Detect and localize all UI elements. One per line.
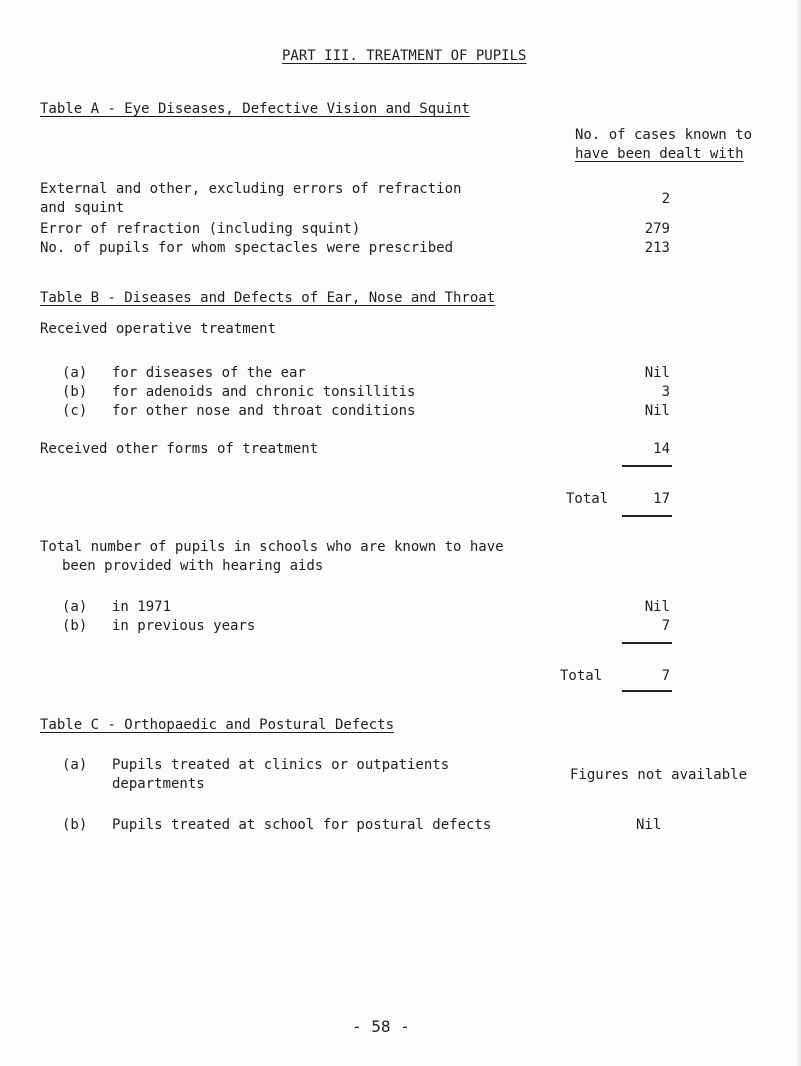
list-item-value: Nil	[636, 817, 662, 833]
hearing-aids-heading: Total number of pupils in schools who are known to have	[40, 539, 504, 555]
other-treatment-label: Received other forms of treatment	[40, 441, 319, 457]
list-marker: (b)	[62, 618, 88, 634]
list-item-value: 3	[661, 384, 670, 400]
subtotal-rule	[622, 642, 672, 644]
list-item-label: in previous years	[112, 618, 256, 634]
list-marker: (a)	[62, 365, 88, 381]
subtotal-rule	[622, 465, 672, 467]
list-item-label: for adenoids and chronic tonsillitis	[112, 384, 416, 400]
list-marker: (b)	[62, 384, 88, 400]
list-item-label: in 1971	[112, 599, 172, 615]
table-a-title: Table A - Eye Diseases, Defective Vision and Squint	[40, 101, 470, 117]
total-rule	[622, 690, 672, 692]
list-item-label: Pupils treated at school for postural defects	[112, 817, 492, 833]
list-marker: (a)	[62, 599, 88, 615]
list-item-value: Nil	[644, 599, 670, 615]
list-marker: (c)	[62, 403, 88, 419]
list-marker: (b)	[62, 817, 88, 833]
table-a-row-value: 213	[644, 240, 670, 256]
list-item-value: 7	[661, 618, 670, 634]
table-a-row-label: No. of pupils for whom spectacles were prescribed	[40, 240, 454, 256]
table-a-row-value: 279	[644, 221, 670, 237]
table-a-row-label-continued: and squint	[40, 200, 125, 216]
other-treatment-value: 14	[653, 441, 670, 457]
table-b-total-label: Total	[566, 491, 609, 507]
list-item-value: Figures not available	[570, 767, 748, 783]
table-b-total-value: 17	[653, 491, 670, 507]
page-number: - 58 -	[352, 1017, 410, 1036]
table-a-column-header-line1: No. of cases known to	[575, 127, 753, 143]
page-edge-shadow	[795, 0, 801, 1066]
list-item-value: Nil	[644, 403, 670, 419]
table-a-row-label: Error of refraction (including squint)	[40, 221, 361, 237]
table-a-row-label: External and other, excluding errors of refraction	[40, 181, 462, 197]
table-b-title: Table B - Diseases and Defects of Ear, Nose and Throat	[40, 290, 496, 306]
table-a-column-header-line2: have been dealt with	[575, 146, 744, 162]
list-item-label: Pupils treated at clinics or outpatients	[112, 757, 450, 773]
hearing-aids-heading-continued: been provided with hearing aids	[62, 558, 324, 574]
table-c-title: Table C - Orthopaedic and Postural Defects	[40, 717, 395, 733]
list-item-value: Nil	[644, 365, 670, 381]
table-a-row-value: 2	[661, 191, 670, 207]
list-item-label-continued: departments	[112, 776, 205, 792]
list-item-label: for diseases of the ear	[112, 365, 306, 381]
part-title: PART III. TREATMENT OF PUPILS	[282, 48, 527, 64]
list-marker: (a)	[62, 757, 88, 773]
list-item-label: for other nose and throat conditions	[112, 403, 416, 419]
hearing-total-value: 7	[661, 668, 670, 684]
hearing-total-label: Total	[560, 668, 603, 684]
total-rule	[622, 515, 672, 517]
operative-treatment-heading: Received operative treatment	[40, 321, 277, 337]
